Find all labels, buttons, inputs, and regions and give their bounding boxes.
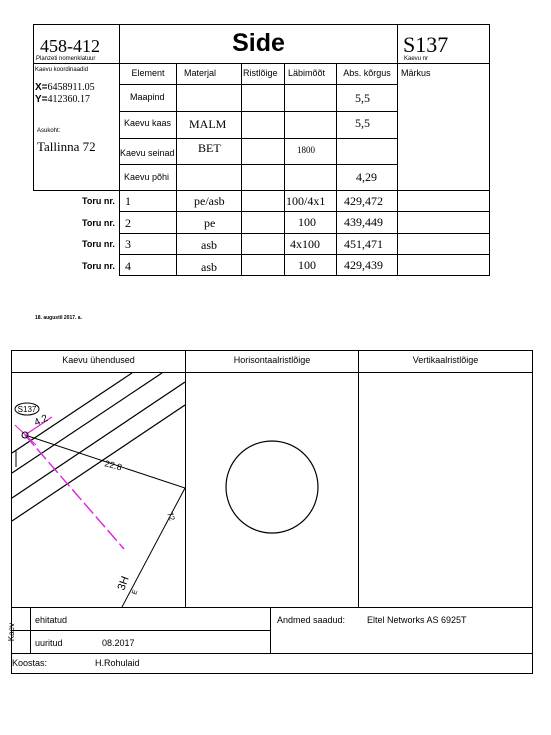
row-diameter: 1800 bbox=[297, 145, 315, 155]
pipe-material: pe/asb bbox=[194, 194, 225, 208]
pipe-number: 1 bbox=[125, 194, 131, 208]
pipe-label: Toru nr. bbox=[82, 218, 115, 228]
built-label: ehitatud bbox=[35, 615, 68, 625]
well-tag-text: S137 bbox=[17, 405, 37, 414]
connections-sketch bbox=[12, 373, 185, 607]
col-horizontal-section: Horisontaalristlõige bbox=[233, 355, 311, 365]
pipe-label: Toru nr. bbox=[82, 239, 115, 249]
well-cross-section-circle bbox=[226, 441, 318, 533]
pipe-label: Toru nr. bbox=[82, 261, 115, 271]
pipe-diameter: 4x100 bbox=[290, 237, 320, 251]
horizontal-section-drawing bbox=[186, 373, 358, 607]
x-value: 6458911.05 bbox=[47, 82, 95, 93]
label-e: E bbox=[131, 588, 140, 596]
building-edge bbox=[122, 488, 185, 607]
dimension-label-42: 4.2 bbox=[32, 412, 50, 429]
kaev-label: Kaev bbox=[7, 622, 17, 642]
row-material: BET bbox=[198, 141, 221, 155]
pipe-number: 3 bbox=[125, 237, 131, 251]
row-height: 4,29 bbox=[356, 170, 377, 184]
compiled-by-value: H.Rohulaid bbox=[95, 658, 140, 668]
pipe-height: 451,471 bbox=[344, 237, 383, 251]
sheet-code: 458-412 bbox=[40, 36, 100, 56]
col-material: Materjal bbox=[184, 68, 217, 78]
well-caption: Kaevu nr bbox=[404, 56, 429, 62]
page-title: Side bbox=[232, 29, 285, 57]
col-abs-height: Abs. kõrgus bbox=[343, 68, 391, 78]
cross-line bbox=[15, 425, 36, 445]
surveyed-label: uuritud bbox=[35, 638, 63, 648]
row-element: Kaevu kaas bbox=[124, 118, 172, 128]
pipe-height: 429,439 bbox=[344, 258, 383, 272]
row-height: 5,5 bbox=[355, 116, 370, 130]
location-caption: Asukoht: bbox=[37, 128, 61, 134]
col-remarks: Märkus bbox=[401, 68, 431, 78]
building-number-72: 72 bbox=[165, 510, 177, 523]
y-coordinate bbox=[35, 95, 90, 105]
location-value: Tallinna 72 bbox=[37, 139, 96, 154]
pipe-material: pe bbox=[204, 216, 216, 230]
x-coordinate bbox=[35, 83, 95, 93]
road-line-3 bbox=[12, 382, 185, 498]
pipe-diameter: 100/4x1 bbox=[286, 194, 326, 208]
x-label: X= bbox=[35, 82, 48, 93]
pipe-diameter: 100 bbox=[298, 215, 316, 229]
col-vertical-section: Vertikaalristlõige bbox=[412, 355, 479, 365]
pipe-height: 429,472 bbox=[344, 194, 383, 208]
pipe-line-magenta bbox=[25, 435, 124, 549]
surveyed-date: 08.2017 bbox=[102, 638, 135, 648]
row-height: 5,5 bbox=[355, 91, 370, 105]
data-source-value: Eltel Networks AS 6925T bbox=[367, 615, 467, 625]
pipe-diameter: 100 bbox=[298, 258, 316, 272]
col-cross-section: Ristlõige bbox=[243, 68, 278, 78]
dimension-label-228: 22.8 bbox=[103, 458, 124, 473]
pipe-height: 439,449 bbox=[344, 215, 383, 229]
sheet-caption: Planzeti nomenklatuur bbox=[36, 56, 96, 62]
pipe-number: 4 bbox=[125, 259, 131, 273]
y-value: 412360.17 bbox=[47, 94, 91, 105]
col-diameter: Läbimõõt bbox=[288, 68, 326, 78]
col-connections: Kaevu ühendused bbox=[62, 355, 135, 365]
y-label: Y= bbox=[35, 94, 48, 105]
well-number: S137 bbox=[403, 32, 449, 57]
row-element: Kaevu põhi bbox=[124, 172, 170, 182]
data-source-label: Andmed saadud: bbox=[277, 615, 346, 625]
pipe-label: Toru nr. bbox=[82, 196, 115, 206]
coords-caption: Kaevu koordinaadid bbox=[35, 67, 89, 73]
row-element: Kaevu seinad bbox=[120, 148, 175, 158]
pipe-material: asb bbox=[201, 260, 217, 274]
pipe-material: asb bbox=[201, 238, 217, 252]
col-element: Element bbox=[131, 68, 165, 78]
compiled-by-label: Koostas: bbox=[12, 658, 48, 668]
label-3h: 3H bbox=[115, 574, 132, 593]
row-material: MALM bbox=[189, 117, 227, 131]
row-element: Maapind bbox=[130, 92, 165, 102]
date-note: 18. augustil 2017. a. bbox=[35, 315, 82, 321]
pipe-number: 2 bbox=[125, 216, 131, 230]
